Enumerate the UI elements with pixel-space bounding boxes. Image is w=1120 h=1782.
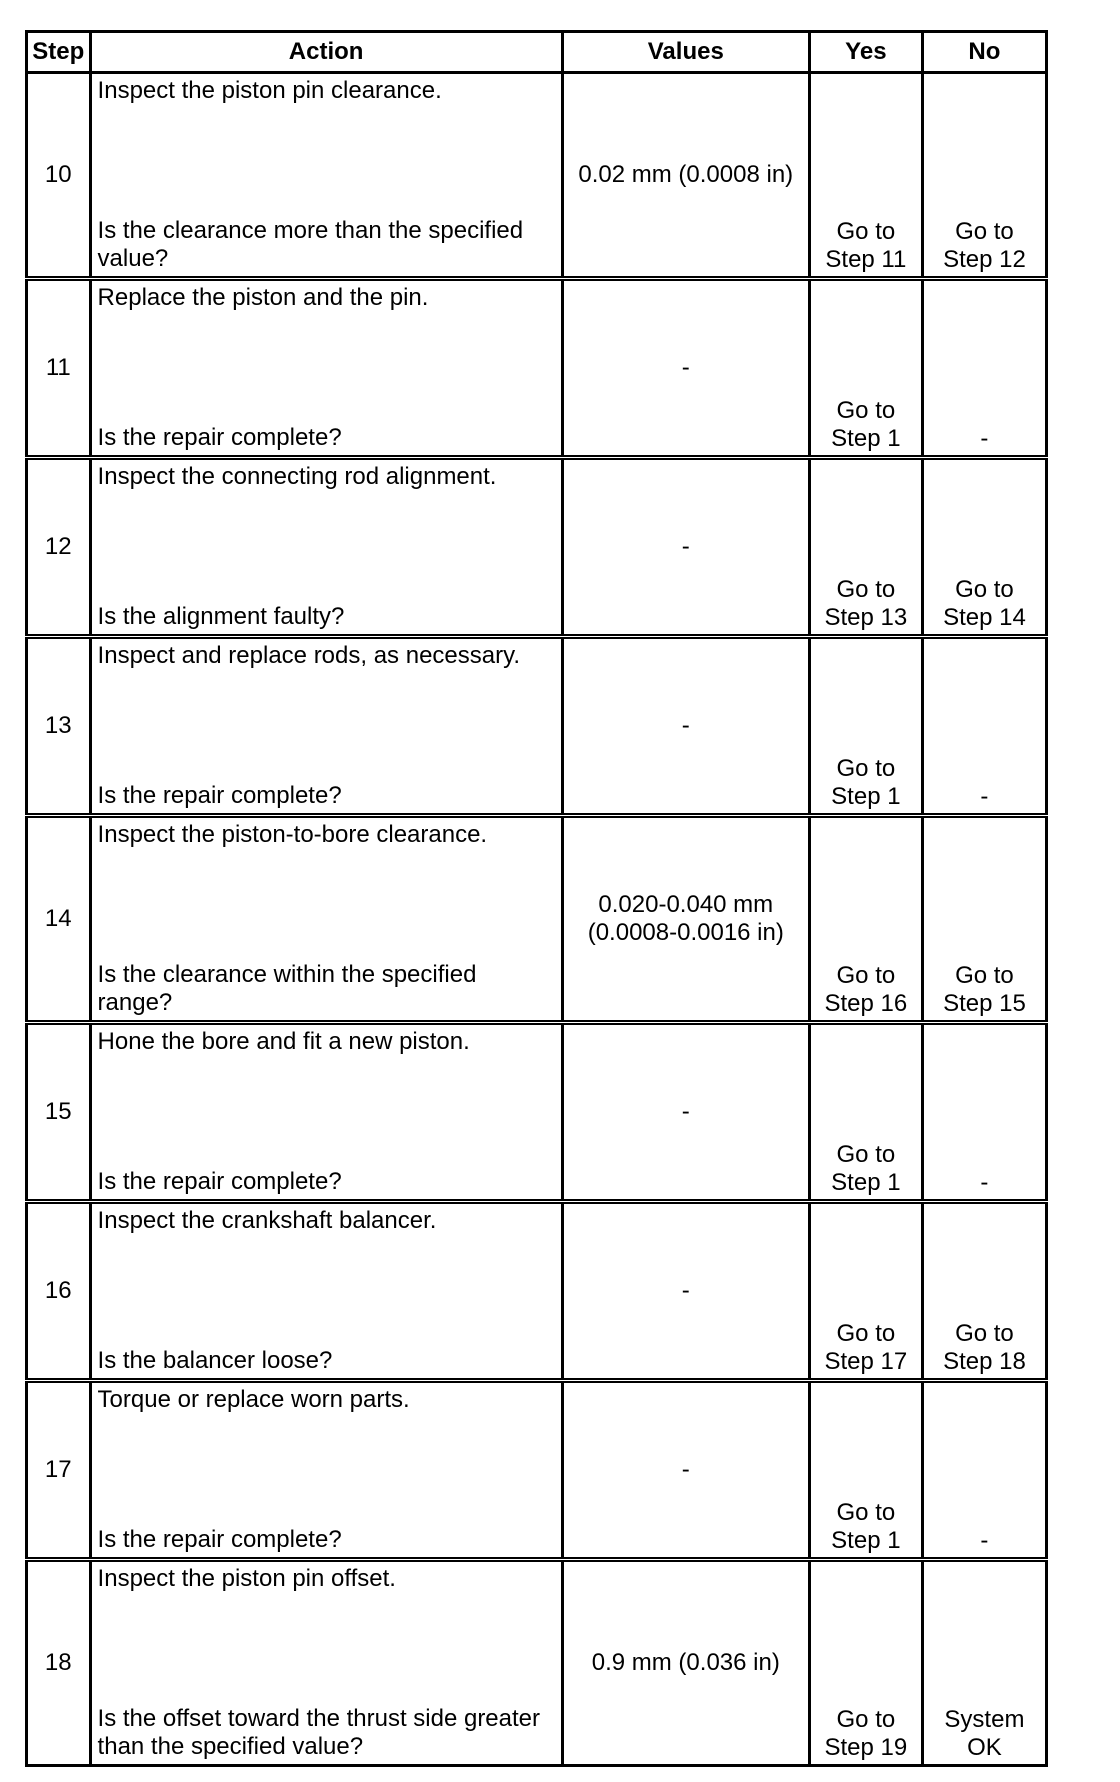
action-question: Is the clearance more than the specified value?: [97, 217, 524, 272]
values-cell: -: [562, 458, 809, 637]
action-text: Inspect the connecting rod alignment.: [97, 463, 497, 490]
no-cell: [922, 1023, 1046, 1202]
table-row: [27, 279, 1047, 458]
values-cell: -: [562, 1202, 809, 1381]
yes-line2: Step 1: [831, 1527, 901, 1554]
no-cell: [922, 279, 1046, 458]
yes-line1: Go to: [836, 1706, 896, 1733]
no-line2: Step 14: [943, 604, 1026, 631]
action-cell: [90, 458, 562, 637]
action-question: Is the repair complete?: [97, 1526, 342, 1553]
header-step: Step: [27, 32, 91, 73]
yes-line1: Go to: [836, 576, 896, 603]
action-question: Is the clearance within the specified range?: [97, 961, 477, 1016]
yes-cell: [809, 458, 922, 637]
header-yes: Yes: [809, 32, 922, 73]
no-line2: -: [980, 1169, 989, 1196]
values-cell: 0.02 mm (0.0008 in): [562, 73, 809, 279]
no-cell: [922, 816, 1046, 1023]
no-cell: [922, 1560, 1046, 1766]
no-line1: Go to: [955, 576, 1014, 603]
yes-cell: [809, 1560, 922, 1766]
action-question: Is the repair complete?: [97, 424, 342, 451]
no-line1: Go to: [955, 218, 1014, 245]
action-text: Replace the piston and the pin.: [97, 284, 429, 311]
action-text: Inspect and replace rods, as necessary.: [97, 642, 520, 669]
table-row: [27, 637, 1047, 816]
action-question: Is the repair complete?: [97, 1168, 342, 1195]
table-row: [27, 1202, 1047, 1381]
action-cell: [90, 816, 562, 1023]
table-row: [27, 1381, 1047, 1560]
values-line1: 0.020-0.040 mm: [598, 891, 774, 918]
yes-line1: Go to: [836, 1499, 896, 1526]
values-cell: -: [562, 1023, 809, 1202]
yes-cell: [809, 73, 922, 279]
yes-line2: Step 1: [831, 1169, 901, 1196]
step-number: 12: [27, 458, 91, 637]
no-cell: [922, 73, 1046, 279]
action-text: Inspect the piston pin offset.: [97, 1565, 396, 1592]
action-cell: [90, 1023, 562, 1202]
no-line1: Go to: [955, 1320, 1014, 1347]
action-cell: [90, 73, 562, 279]
action-question: Is the repair complete?: [97, 782, 342, 809]
yes-cell: [809, 1023, 922, 1202]
yes-cell: [809, 1381, 922, 1560]
step-number: 13: [27, 637, 91, 816]
yes-line2: Step 17: [824, 1348, 908, 1375]
table-row: [27, 458, 1047, 637]
values-cell: -: [562, 279, 809, 458]
action-cell: [90, 637, 562, 816]
yes-cell: [809, 816, 922, 1023]
action-text: Inspect the crankshaft balancer.: [97, 1207, 437, 1234]
yes-cell: [809, 279, 922, 458]
yes-cell: [809, 1202, 922, 1381]
step-number: 15: [27, 1023, 91, 1202]
table-row: [27, 73, 1047, 279]
action-cell: [90, 1381, 562, 1560]
no-line2: -: [980, 425, 989, 452]
yes-line1: Go to: [836, 1141, 896, 1168]
action-question: Is the alignment faulty?: [97, 603, 345, 630]
step-number: 17: [27, 1381, 91, 1560]
step-number: 18: [27, 1560, 91, 1766]
yes-line1: Go to: [836, 397, 896, 424]
values-line2: (0.0008-0.0016 in): [587, 919, 784, 946]
yes-line1: Go to: [836, 962, 896, 989]
values-cell: -: [562, 1381, 809, 1560]
no-line1: Go to: [955, 962, 1014, 989]
table-row: [27, 1023, 1047, 1202]
no-cell: [922, 1381, 1046, 1560]
action-question: Is the offset toward the thrust side greater than the specified value?: [97, 1705, 541, 1760]
no-cell: [922, 1202, 1046, 1381]
no-cell: [922, 458, 1046, 637]
action-text: Hone the bore and fit a new piston.: [97, 1028, 470, 1055]
no-line2: Step 15: [943, 990, 1026, 1017]
no-line2: OK: [967, 1734, 1002, 1761]
diagnostic-table: [25, 30, 1048, 1767]
action-cell: [90, 1560, 562, 1766]
yes-line1: Go to: [836, 755, 896, 782]
step-number: 14: [27, 816, 91, 1023]
action-cell: [90, 1202, 562, 1381]
header-values: Values: [562, 32, 809, 73]
header-row: [27, 32, 1047, 73]
no-line2: Step 12: [943, 246, 1026, 273]
header-no: No: [922, 32, 1046, 73]
step-number: 16: [27, 1202, 91, 1381]
step-number: 10: [27, 73, 91, 279]
yes-line2: Step 19: [824, 1734, 908, 1761]
action-text: Inspect the piston-to-bore clearance.: [97, 821, 488, 848]
yes-line2: Step 1: [831, 783, 901, 810]
no-cell: [922, 637, 1046, 816]
yes-line2: Step 13: [824, 604, 908, 631]
action-text: Torque or replace worn parts.: [97, 1386, 410, 1413]
yes-line1: Go to: [836, 218, 896, 245]
action-cell: [90, 279, 562, 458]
table-row: [27, 816, 1047, 1023]
values-cell: -: [562, 637, 809, 816]
step-number: 11: [27, 279, 91, 458]
values-cell: 0.9 mm (0.036 in): [562, 1560, 809, 1766]
table-row: [27, 1560, 1047, 1766]
values-cell: [562, 816, 809, 1023]
yes-line1: Go to: [836, 1320, 896, 1347]
yes-line2: Step 16: [824, 990, 908, 1017]
action-text: Inspect the piston pin clearance.: [97, 77, 442, 104]
no-line2: Step 18: [943, 1348, 1026, 1375]
no-line2: -: [980, 783, 989, 810]
no-line1: System: [944, 1706, 1025, 1733]
yes-line2: Step 1: [831, 425, 901, 452]
yes-cell: [809, 637, 922, 816]
header-action: Action: [90, 32, 562, 73]
yes-line2: Step 11: [825, 246, 907, 273]
action-question: Is the balancer loose?: [97, 1347, 333, 1374]
no-line2: -: [980, 1527, 989, 1554]
